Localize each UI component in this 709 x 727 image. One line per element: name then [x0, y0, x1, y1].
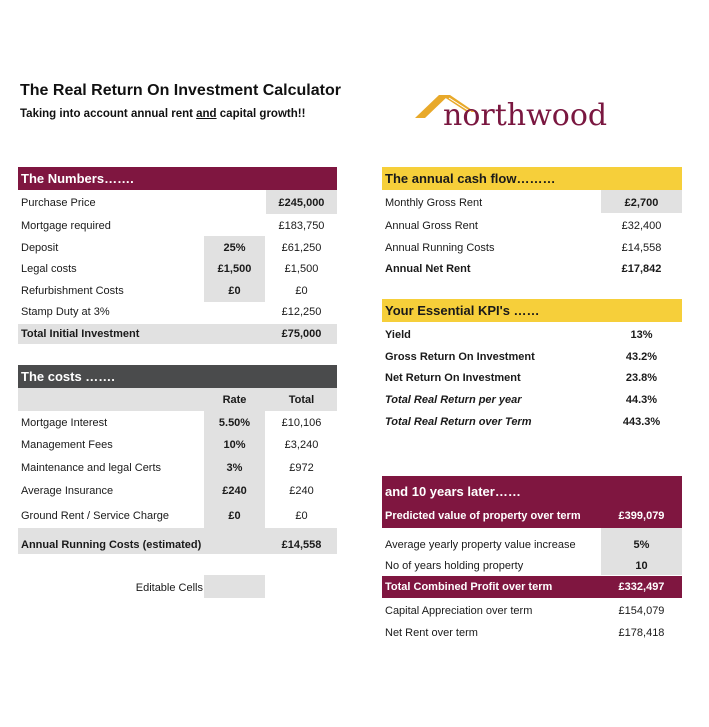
net-rent-value: £178,418 [618, 627, 665, 639]
legal-value: £1,500 [284, 263, 319, 275]
row-label: Net Rent over term [385, 627, 478, 639]
row-value: 44.3% [625, 394, 658, 406]
kpi-row [382, 367, 682, 389]
kpi-row [382, 389, 682, 411]
deposit-input[interactable]: 25% [223, 242, 246, 254]
rate-input[interactable]: £240 [222, 485, 247, 497]
row-label: Monthly Gross Rent [385, 197, 483, 209]
numbers-row-stamp-duty [18, 301, 337, 323]
row-label: No of years holding property [385, 560, 524, 572]
row-label: Predicted value of property over term [385, 510, 581, 522]
capital-row [382, 600, 682, 622]
combined-value: £332,497 [618, 581, 665, 593]
editable-cells-swatch [204, 575, 265, 598]
row-label: Annual Net Rent [385, 263, 471, 275]
cashflow-row [382, 258, 682, 280]
kpi-row [382, 346, 682, 368]
row-label: Average yearly property value increase [385, 539, 576, 551]
kpi-header: Your Essential KPI's …… [382, 299, 682, 322]
total-value: £3,240 [284, 439, 319, 451]
costs-column-headers [18, 389, 337, 411]
row-label: Stamp Duty at 3% [21, 306, 110, 318]
row-label: Total Combined Profit over term [385, 581, 553, 593]
row-value: 43.2% [625, 351, 658, 363]
row-label: Mortgage Interest [21, 417, 108, 429]
net-rent-row [382, 622, 682, 644]
row-label: Management Fees [21, 439, 113, 451]
costs-row [18, 457, 337, 479]
editable-cells-label: Editable Cells [135, 582, 203, 594]
running-costs-total: £14,558 [281, 539, 322, 551]
logo-text: northwood [443, 98, 608, 133]
years-input[interactable]: 10 [635, 560, 648, 572]
later-header: and 10 years later…… [385, 483, 521, 499]
row-label: Annual Gross Rent [385, 220, 478, 232]
refurb-input[interactable]: £0 [228, 285, 241, 297]
purchase-price-value[interactable]: £245,000 [278, 197, 325, 209]
rate-input[interactable]: 10% [223, 439, 246, 451]
kpi-row [382, 324, 682, 346]
monthly-rent-input[interactable]: £2,700 [624, 197, 659, 209]
costs-header: The costs ……. [18, 365, 337, 388]
numbers-row-refurb [18, 280, 337, 302]
row-label: Legal costs [21, 263, 77, 275]
kpi-row [382, 411, 682, 433]
deposit-value: £61,250 [281, 242, 322, 254]
numbers-header: The Numbers……. [18, 167, 337, 190]
page-title: The Real Return On Investment Calculator [20, 82, 341, 99]
subtitle-pre: Taking into account annual rent [20, 108, 197, 120]
row-label: Net Return On Investment [385, 372, 521, 384]
rate-input[interactable]: 5.50% [218, 417, 251, 429]
costs-row [18, 412, 337, 434]
row-label: Average Insurance [21, 485, 114, 497]
total-value: £972 [289, 462, 314, 474]
increase-row [382, 534, 682, 556]
total-value: £0 [295, 510, 308, 522]
predicted-value: £399,079 [618, 510, 665, 522]
row-value: £14,558 [621, 242, 662, 254]
row-label: Annual Running Costs [385, 242, 495, 254]
rate-input[interactable]: 3% [226, 462, 243, 474]
row-value: 13% [630, 329, 653, 341]
northwood-logo [413, 92, 648, 142]
years-row [382, 556, 682, 576]
stamp-duty-value: £12,250 [281, 306, 322, 318]
subtitle-post: capital growth!! [216, 108, 306, 120]
cashflow-row [382, 215, 682, 237]
cashflow-row [382, 237, 682, 259]
predicted-row [382, 505, 682, 527]
row-label: Maintenance and legal Certs [21, 462, 162, 474]
costs-row [18, 480, 337, 502]
rate-input[interactable]: £0 [228, 510, 241, 522]
row-label: Gross Return On Investment [385, 351, 535, 363]
total-label: Annual Running Costs (estimated) [21, 539, 202, 551]
numbers-total-row [18, 324, 337, 344]
row-value: £17,842 [621, 263, 662, 275]
row-label: Ground Rent / Service Charge [21, 510, 169, 522]
col-total: Total [288, 394, 315, 406]
cashflow-header: The annual cash flow……… [382, 167, 682, 190]
row-label: Total Real Return per year [385, 394, 522, 406]
row-label: Yield [385, 329, 411, 341]
row-value: 23.8% [625, 372, 658, 384]
total-initial-value: £75,000 [281, 328, 322, 340]
numbers-row-deposit [18, 237, 337, 259]
row-label: Refurbishment Costs [21, 285, 124, 297]
increase-input[interactable]: 5% [633, 539, 650, 551]
total-label: Total Initial Investment [21, 328, 140, 340]
row-label: Capital Appreciation over term [385, 605, 533, 617]
total-value: £10,106 [281, 417, 322, 429]
col-rate: Rate [222, 394, 247, 406]
legal-input[interactable]: £1,500 [217, 263, 252, 275]
combined-row [382, 576, 682, 598]
cashflow-row [382, 192, 682, 214]
numbers-row-purchase-price [18, 192, 337, 214]
costs-row [18, 505, 337, 527]
mortgage-value: £183,750 [278, 220, 325, 232]
costs-total-row [18, 534, 337, 556]
row-label: Total Real Return over Term [385, 416, 532, 428]
page-subtitle [20, 108, 305, 120]
refurb-value: £0 [295, 285, 308, 297]
total-value: £240 [289, 485, 314, 497]
row-label: Purchase Price [21, 197, 96, 209]
numbers-row-mortgage [18, 215, 337, 237]
capital-value: £154,079 [618, 605, 665, 617]
costs-row [18, 434, 337, 456]
row-value: 443.3% [622, 416, 661, 428]
subtitle-underlined: and [196, 108, 217, 120]
numbers-row-legal [18, 258, 337, 280]
row-value: £32,400 [621, 220, 662, 232]
row-label: Deposit [21, 242, 59, 254]
row-label: Mortgage required [21, 220, 111, 232]
